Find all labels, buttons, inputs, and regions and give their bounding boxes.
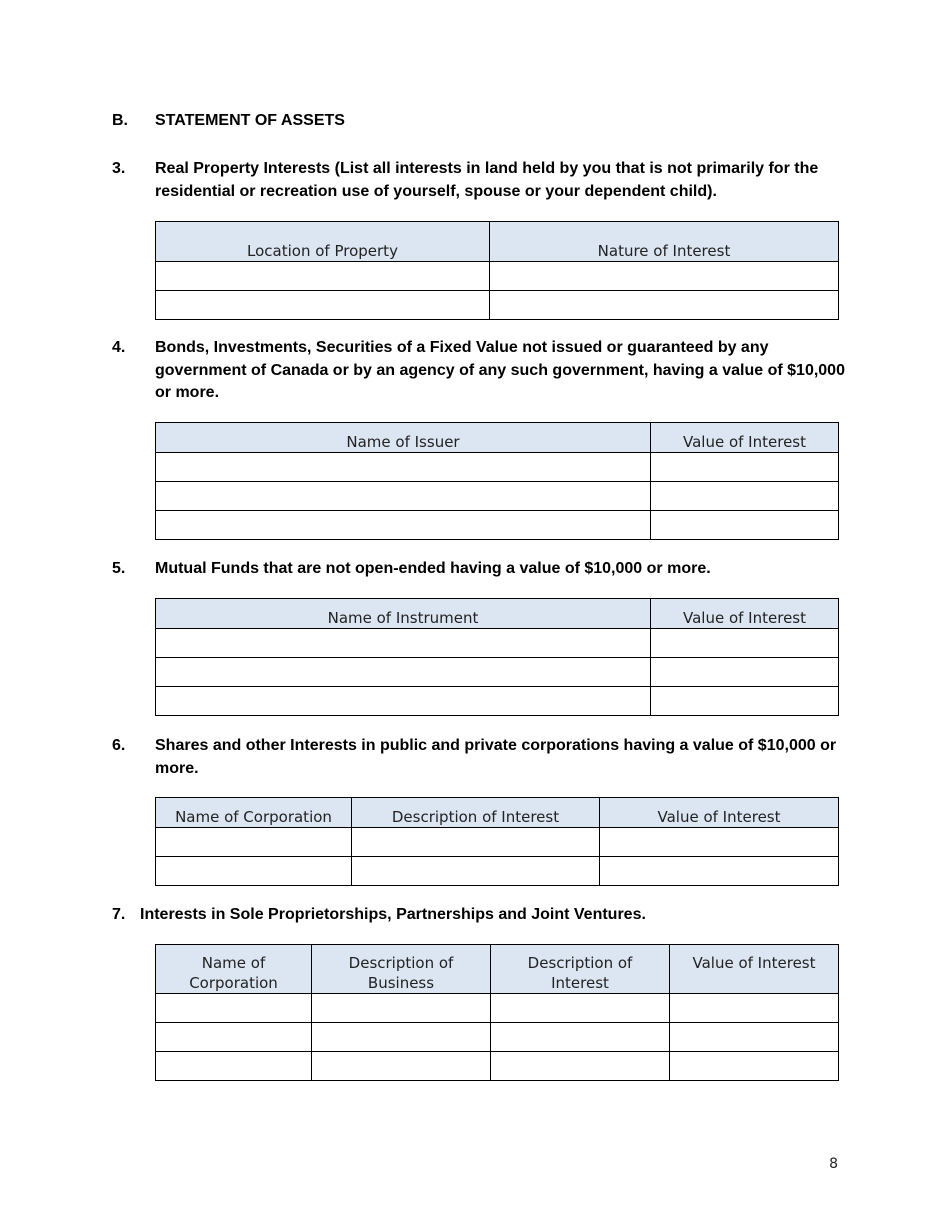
table-cell[interactable]	[490, 291, 839, 320]
item-number: 7.	[112, 906, 126, 923]
table-cell[interactable]	[156, 857, 352, 886]
table-row	[156, 453, 839, 482]
table-row	[156, 1052, 839, 1081]
column-header: Value of Interest	[600, 798, 839, 828]
column-header: Nature of Interest	[490, 222, 839, 262]
table-row	[156, 482, 839, 511]
item-number: 5.	[112, 560, 126, 577]
table-cell[interactable]	[156, 658, 651, 687]
table-cell[interactable]	[156, 511, 651, 540]
table-cell[interactable]	[156, 482, 651, 511]
mutual-funds-table	[155, 598, 839, 716]
table-cell[interactable]	[491, 1052, 670, 1081]
table-row	[156, 511, 839, 540]
column-header: Description of Interest	[491, 945, 670, 994]
bonds-table	[155, 422, 839, 540]
table-row	[156, 687, 839, 716]
table-cell[interactable]	[651, 482, 839, 511]
section-title: STATEMENT OF ASSETS	[155, 112, 345, 129]
item-text: Real Property Interests (List all interests in land held by you that is not primarily for the residential or recreation use of yourself, spouse or your dependent child).	[155, 160, 819, 200]
table-cell[interactable]	[312, 1023, 491, 1052]
table-row	[156, 828, 839, 857]
table-cell[interactable]	[156, 1052, 312, 1081]
table-cell[interactable]	[670, 994, 839, 1023]
table-cell[interactable]	[156, 291, 490, 320]
real-property-table	[155, 221, 839, 320]
section-letter: B.	[112, 112, 128, 129]
column-header: Description of Business	[312, 945, 491, 994]
table-cell[interactable]	[670, 1052, 839, 1081]
table-cell[interactable]	[491, 1023, 670, 1052]
table-cell[interactable]	[651, 453, 839, 482]
column-header: Description of Interest	[352, 798, 600, 828]
table-cell[interactable]	[156, 828, 352, 857]
table-cell[interactable]	[312, 994, 491, 1023]
table-cell[interactable]	[490, 262, 839, 291]
column-header: Location of Property	[156, 222, 490, 262]
table-cell[interactable]	[156, 453, 651, 482]
item-number: 3.	[112, 160, 126, 177]
table-cell[interactable]	[156, 687, 651, 716]
table-cell[interactable]	[352, 828, 600, 857]
table-cell[interactable]	[651, 658, 839, 687]
table-row	[156, 262, 839, 291]
table-cell[interactable]	[312, 1052, 491, 1081]
table-cell[interactable]	[156, 262, 490, 291]
column-header: Value of Interest	[651, 423, 839, 453]
table-row	[156, 291, 839, 320]
table-cell[interactable]	[156, 629, 651, 658]
table-cell[interactable]	[352, 857, 600, 886]
table-cell[interactable]	[491, 994, 670, 1023]
table-cell[interactable]	[670, 1023, 839, 1052]
item-text: Bonds, Investments, Securities of a Fixed Value not issued or guaranteed by any government of Canada or by an agency of any such government, having a value of $10,000 or more.	[155, 339, 845, 401]
shares-table	[155, 797, 839, 886]
column-header: Value of Interest	[670, 945, 839, 994]
item-number: 4.	[112, 339, 126, 356]
column-header: Name of Corporation	[156, 945, 312, 994]
column-header: Name of Issuer	[156, 423, 651, 453]
table-cell[interactable]	[156, 994, 312, 1023]
table-row	[156, 658, 839, 687]
table-cell[interactable]	[156, 1023, 312, 1052]
table-row	[156, 1023, 839, 1052]
column-header: Value of Interest	[651, 599, 839, 629]
table-row	[156, 994, 839, 1023]
item-text: Shares and other Interests in public and private corporations having a value of $10,000 or more.	[155, 737, 837, 777]
column-header: Name of Corporation	[156, 798, 352, 828]
table-cell[interactable]	[600, 828, 839, 857]
page-number: 8	[829, 1156, 838, 1172]
sole-proprietorships-table	[155, 944, 839, 1081]
table-row	[156, 629, 839, 658]
table-row	[156, 857, 839, 886]
table-cell[interactable]	[651, 629, 839, 658]
item-number: 6.	[112, 737, 126, 754]
item-text: Mutual Funds that are not open-ended having a value of $10,000 or more.	[155, 560, 711, 577]
item-text: Interests in Sole Proprietorships, Partnerships and Joint Ventures.	[140, 906, 646, 923]
column-header: Name of Instrument	[156, 599, 651, 629]
table-cell[interactable]	[651, 687, 839, 716]
table-cell[interactable]	[600, 857, 839, 886]
table-cell[interactable]	[651, 511, 839, 540]
